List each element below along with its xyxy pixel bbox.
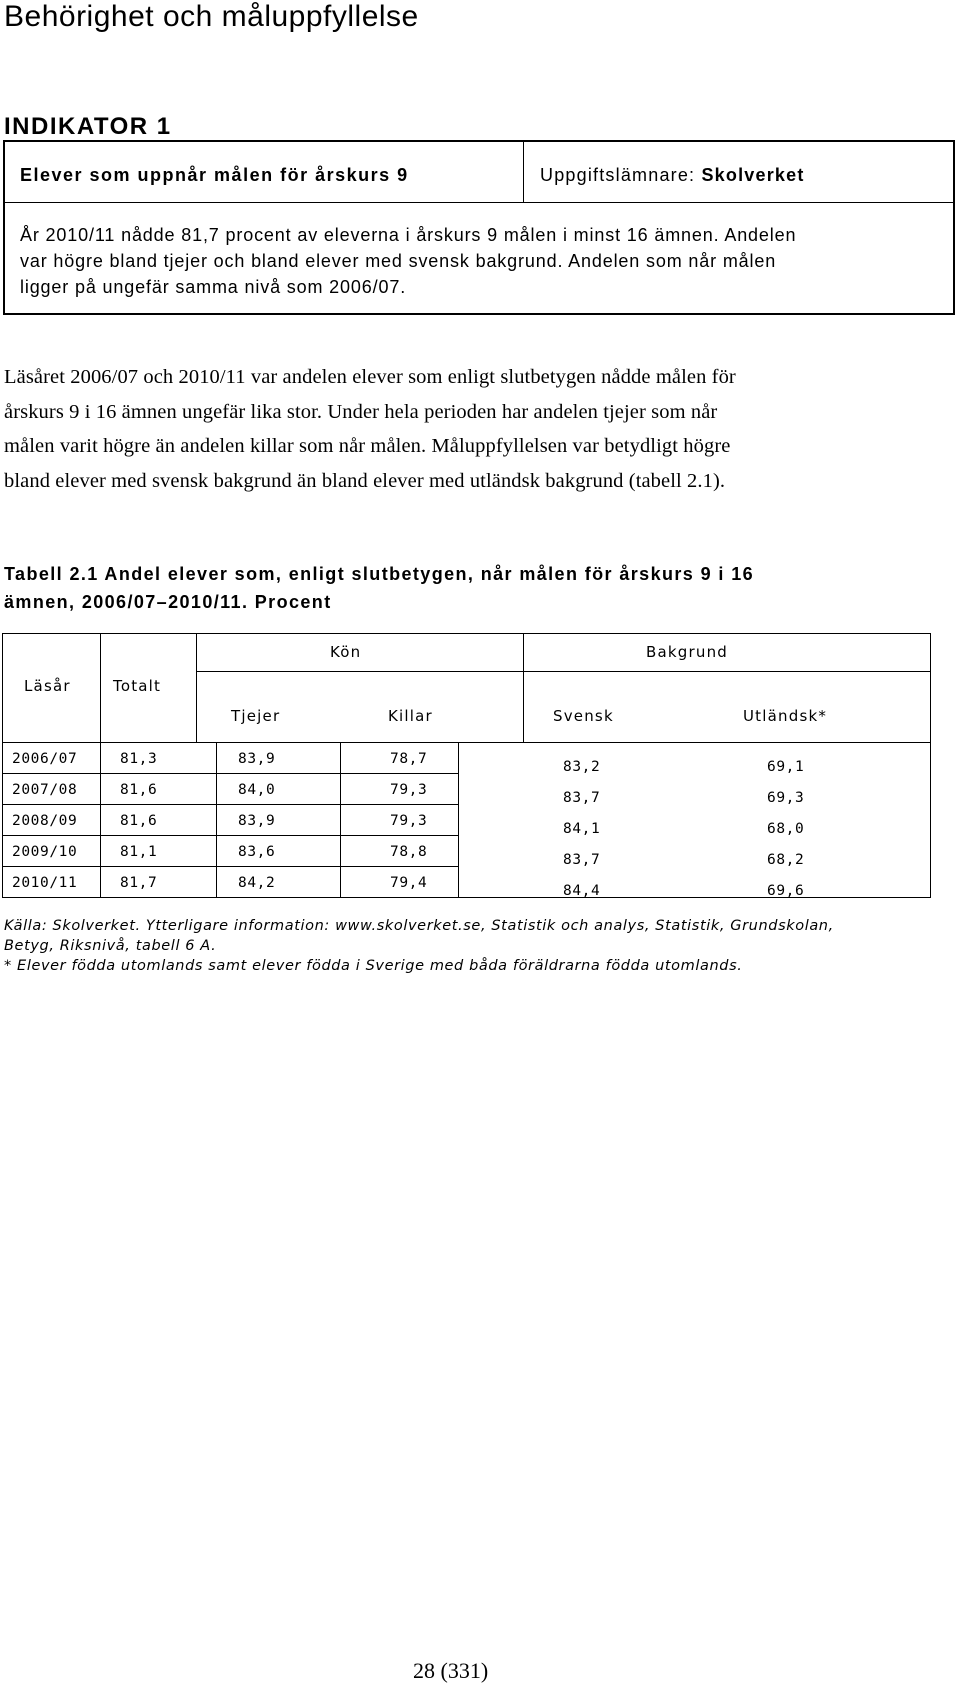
table-col-divider bbox=[100, 742, 101, 897]
cell-svensk: 84,1 bbox=[563, 821, 601, 837]
summary-line: År 2010/11 nådde 81,7 procent av eleverna i årskurs 9 målen i minst 16 ämnen. Andelen bbox=[20, 225, 797, 245]
header-totalt: Totalt bbox=[113, 677, 162, 695]
body-line: årskurs 9 i 16 ämnen ungefär lika stor. Under hela perioden har andelen tjejer som når bbox=[4, 400, 718, 423]
cell-tjejer: 83,6 bbox=[238, 844, 276, 860]
table-caption bbox=[4, 560, 754, 616]
header-utlandsk: Utländsk* bbox=[743, 707, 828, 725]
table-caption-line: Tabell 2.1 Andel elever som, enligt slutbetygen, når målen för årskurs 9 i 16 bbox=[4, 564, 755, 584]
body-paragraph bbox=[4, 360, 954, 498]
cell-killar: 78,8 bbox=[390, 844, 428, 860]
table-col-divider bbox=[458, 742, 459, 897]
cell-totalt: 81,6 bbox=[120, 813, 158, 829]
cell-lasar: 2006/07 bbox=[12, 751, 78, 767]
indicator-reporter bbox=[540, 165, 805, 186]
table-group-header-line bbox=[196, 671, 930, 672]
cell-tjejer: 84,0 bbox=[238, 782, 276, 798]
footnote: * Elever födda utomlands samt elever födda i Sverige med båda föräldrarna födda utomlands. bbox=[4, 958, 743, 974]
cell-utlandsk: 69,1 bbox=[767, 759, 805, 775]
indicator-box-divider-horizontal bbox=[5, 202, 953, 203]
page-title: Behörighet och måluppfyllelse bbox=[4, 0, 419, 33]
cell-totalt: 81,7 bbox=[120, 875, 158, 891]
header-bakgrund: Bakgrund bbox=[646, 643, 728, 661]
table-border-top bbox=[2, 633, 931, 634]
cell-tjejer: 83,9 bbox=[238, 813, 276, 829]
cell-svensk: 83,7 bbox=[563, 852, 601, 868]
cell-lasar: 2007/08 bbox=[12, 782, 78, 798]
cell-killar: 79,3 bbox=[390, 782, 428, 798]
reporter-value: Skolverket bbox=[701, 165, 805, 185]
header-svensk: Svensk bbox=[553, 707, 614, 725]
body-line: Läsåret 2006/07 och 2010/11 var andelen elever som enligt slutbetygen nådde målen för bbox=[4, 366, 736, 388]
header-tjejer: Tjejer bbox=[231, 707, 281, 725]
cell-lasar: 2008/09 bbox=[12, 813, 78, 829]
body-line: målen varit högre än andelen killar som når målen. Måluppfyllelsen var betydligt högre bbox=[4, 435, 731, 457]
cell-utlandsk: 68,2 bbox=[767, 852, 805, 868]
cell-killar: 78,7 bbox=[390, 751, 428, 767]
cell-killar: 79,4 bbox=[390, 875, 428, 891]
table-border-right bbox=[930, 633, 931, 898]
indicator-box-divider-vertical bbox=[523, 142, 524, 202]
header-killar: Killar bbox=[388, 707, 433, 725]
table-caption-line: ämnen, 2006/07–2010/11. Procent bbox=[4, 592, 332, 612]
table-col-divider bbox=[340, 742, 341, 897]
indicator-summary bbox=[20, 222, 950, 300]
cell-utlandsk: 69,3 bbox=[767, 790, 805, 806]
indicator-heading: INDIKATOR 1 bbox=[4, 113, 172, 140]
table-header-bottom-line bbox=[2, 742, 931, 743]
table-row-line bbox=[2, 804, 459, 805]
cell-tjejer: 84,2 bbox=[238, 875, 276, 891]
body-line: bland elever med svensk bakgrund än bland elever med utländsk bakgrund (tabell 2.1). bbox=[4, 469, 726, 492]
cell-svensk: 83,7 bbox=[563, 790, 601, 806]
summary-line: ligger på ungefär samma nivå som 2006/07. bbox=[20, 277, 407, 297]
cell-svensk: 83,2 bbox=[563, 759, 601, 775]
table-col-divider bbox=[100, 633, 101, 742]
table-col-divider bbox=[196, 633, 197, 742]
table-row-line bbox=[2, 866, 459, 867]
source-line: Källa: Skolverket. Ytterligare information: www.skolverket.se, Statistik och analys, Statistik, Grundskolan, bbox=[4, 918, 834, 934]
source-line: Betyg, Riksnivå, tabell 6 A. bbox=[4, 938, 217, 954]
cell-utlandsk: 69,6 bbox=[767, 883, 805, 899]
cell-lasar: 2009/10 bbox=[12, 844, 78, 860]
table-row-line bbox=[2, 773, 459, 774]
indicator-name: Elever som uppnår målen för årskurs 9 bbox=[20, 165, 409, 185]
header-kon: Kön bbox=[330, 643, 362, 661]
cell-svensk: 84,4 bbox=[563, 883, 601, 899]
reporter-label: Uppgiftslämnare: bbox=[540, 165, 696, 185]
data-table bbox=[2, 633, 931, 898]
page-number: 28 (331) bbox=[413, 1658, 489, 1683]
summary-line: var högre bland tjejer och bland elever med svensk bakgrund. Andelen som når målen bbox=[20, 251, 777, 271]
table-col-divider bbox=[523, 633, 524, 742]
cell-killar: 79,3 bbox=[390, 813, 428, 829]
cell-tjejer: 83,9 bbox=[238, 751, 276, 767]
indicator-box bbox=[3, 140, 955, 315]
table-col-divider bbox=[216, 742, 217, 897]
header-lasar: Läsår bbox=[24, 677, 71, 695]
table-notes bbox=[4, 916, 834, 976]
cell-utlandsk: 68,0 bbox=[767, 821, 805, 837]
cell-lasar: 2010/11 bbox=[12, 875, 78, 891]
cell-totalt: 81,6 bbox=[120, 782, 158, 798]
table-row-line bbox=[2, 835, 459, 836]
table-border-left bbox=[2, 633, 3, 898]
cell-totalt: 81,3 bbox=[120, 751, 158, 767]
cell-totalt: 81,1 bbox=[120, 844, 158, 860]
